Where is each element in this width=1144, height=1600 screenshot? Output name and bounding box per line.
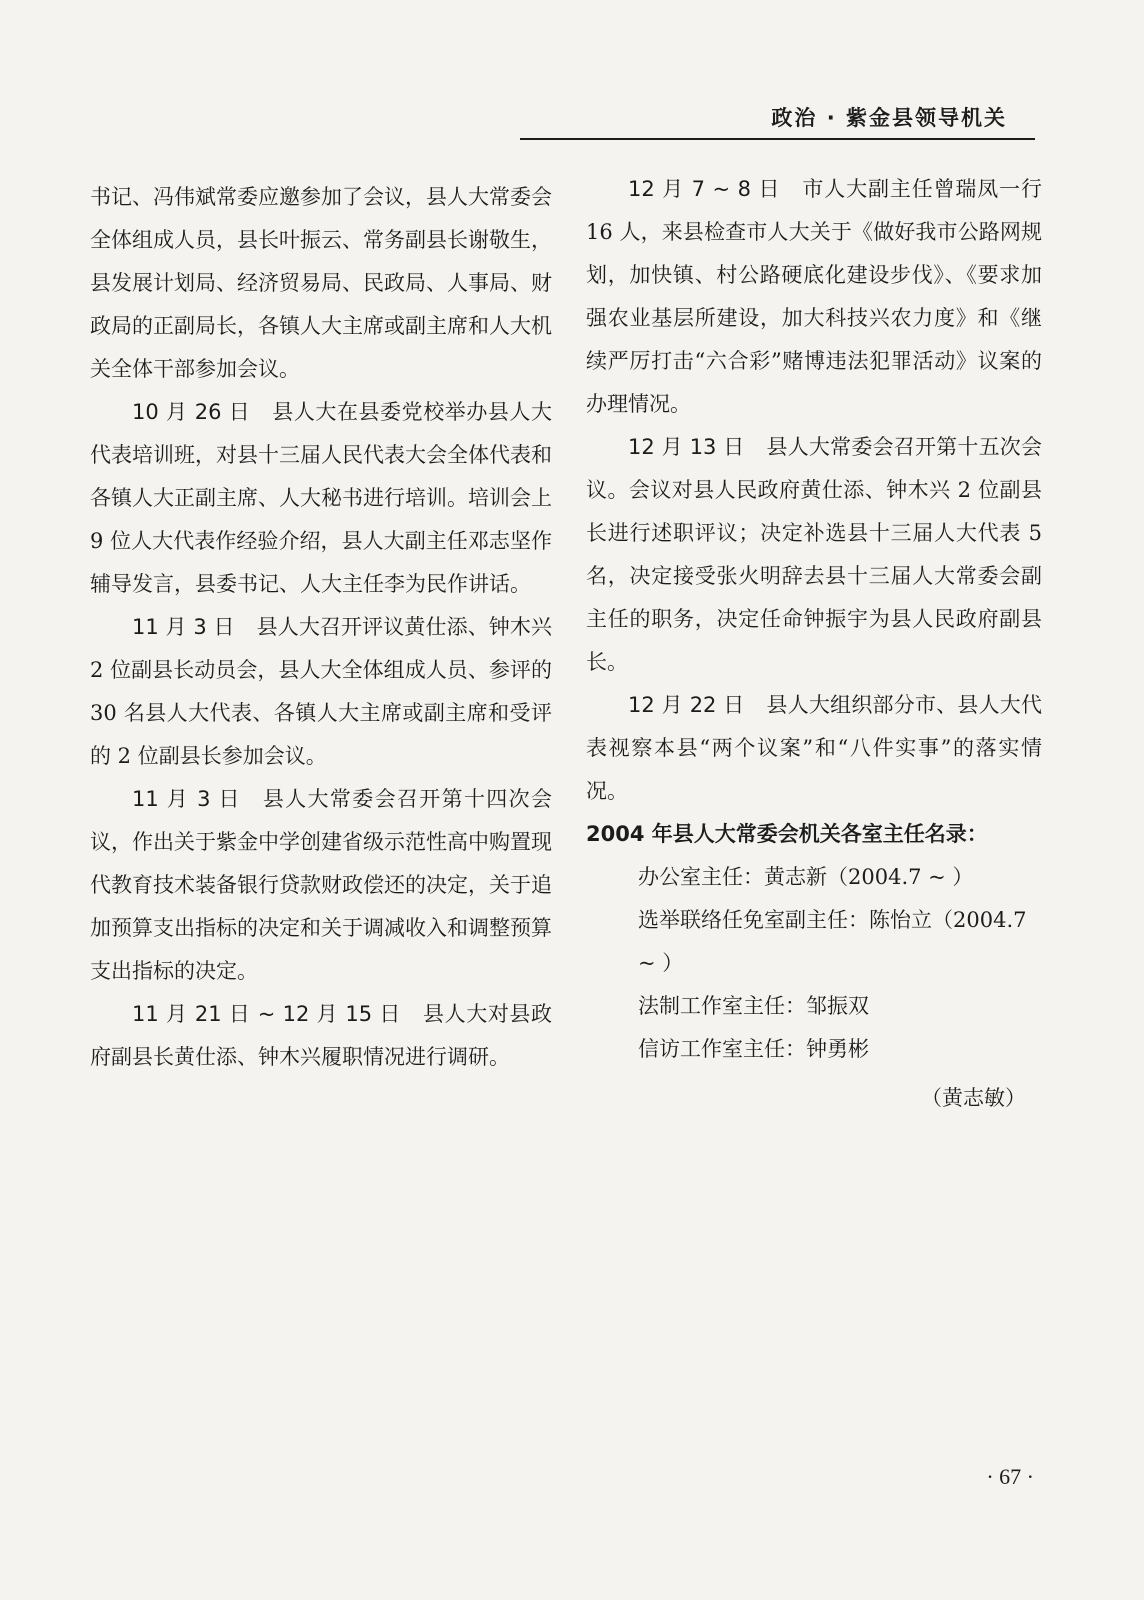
entry-date: 12 月 13 日 — [628, 435, 745, 459]
chronicle-entry — [90, 391, 552, 606]
right-column — [586, 168, 1042, 1120]
author-credit: （黄志敏） — [921, 1086, 1026, 1110]
paragraph-text: 书记、冯伟斌常委应邀参加了会议，县人大常委会全体组成人员，县长叶振云、常务副县长谢敬生，县发展计划局、经济贸易局、民政局、人事局、财政局的正副局长，各镇人大主席或副主席和人大机关全体干部参加会议。 — [90, 185, 552, 381]
chronicle-entry — [586, 168, 1042, 426]
page-number: · 67 · — [986, 1464, 1034, 1489]
entry-text: 市人大副主任曾瑞凤一行 16 人，来县检查市人大关于《做好我市公路网规划，加快镇、村公路硬底化建设步伐》、《要求加强农业基层所建设，加大科技兴农力度》和《继续严厉打击“六合彩”赌博违法犯罪活动》议案的办理情况。 — [586, 177, 1042, 416]
chronicle-entry — [90, 778, 552, 993]
entry-text: 县人大召开评议黄仕添、钟木兴 2 位副县长动员会，县人大全体组成人员、参评的 30 名县人大代表、各镇人大主席或副主席和受评的 2 位副县长参加会议。 — [90, 615, 553, 768]
directory-item: 信访工作室主任：钟勇彬 — [638, 1037, 869, 1061]
entry-date: 10 月 26 日 — [132, 400, 251, 424]
directory-list — [586, 856, 1042, 1071]
entry-text: 县人大组织部分市、县人大代表视察本县“两个议案”和“八件实事”的落实情况。 — [586, 693, 1042, 803]
header-title: 政治 · 紫金县领导机关 — [771, 106, 1007, 130]
entry-date: 12 月 7 ~ 8 日 — [628, 177, 781, 201]
entry-text: 县人大在县委党校举办县人大代表培训班，对县十三届人民代表大会全体代表和各镇人大正副主席、人大秘书进行培训。培训会上 9 位人大代表作经验介绍，县人大副主任邓志坚作辅导发言，县委书记、人大主任李为民作讲话。 — [90, 400, 552, 596]
chronicle-entry — [90, 993, 552, 1079]
directory-item: 办公室主任：黄志新（2004.7 ~ ） — [638, 865, 974, 889]
chronicle-entry — [586, 684, 1042, 813]
chronicle-entry — [586, 426, 1042, 684]
directory-item: 法制工作室主任：邹振双 — [638, 994, 869, 1018]
directory-title: 2004 年县人大常委会机关各室主任名录： — [586, 822, 988, 846]
entry-text: 县人大常委会召开第十五次会议。会议对县人民政府黄仕添、钟木兴 2 位副县长进行述职评议；决定补选县十三届人大代表 5 名，决定接受张火明辞去县十三届人大常委会副主任的职务，决定任命钟振宇为县人民政府副县长。 — [586, 435, 1042, 674]
directory-item: 选举联络任免室副主任：陈怡立（2004.7 ~ ） — [638, 908, 1027, 975]
chronicle-entry — [90, 606, 552, 778]
left-column — [90, 176, 552, 1079]
entry-date: 11 月 21 日 ~ 12 月 15 日 — [132, 1002, 402, 1026]
paragraph — [90, 176, 552, 391]
entry-date: 11 月 3 日 — [132, 615, 235, 639]
entry-text: 县人大常委会召开第十四次会议，作出关于紫金中学创建省级示范性高中购置现代教育技术装备银行贷款财政偿还的决定，关于追加预算支出指标的决定和关于调减收入和调整预算支出指标的决定。 — [90, 787, 553, 983]
entry-date: 12 月 22 日 — [628, 693, 745, 717]
entry-text: 县人大对县政府副县长黄仕添、钟木兴履职情况进行调研。 — [90, 1002, 553, 1069]
entry-date: 11 月 3 日 — [132, 787, 241, 811]
running-header — [520, 100, 1035, 140]
